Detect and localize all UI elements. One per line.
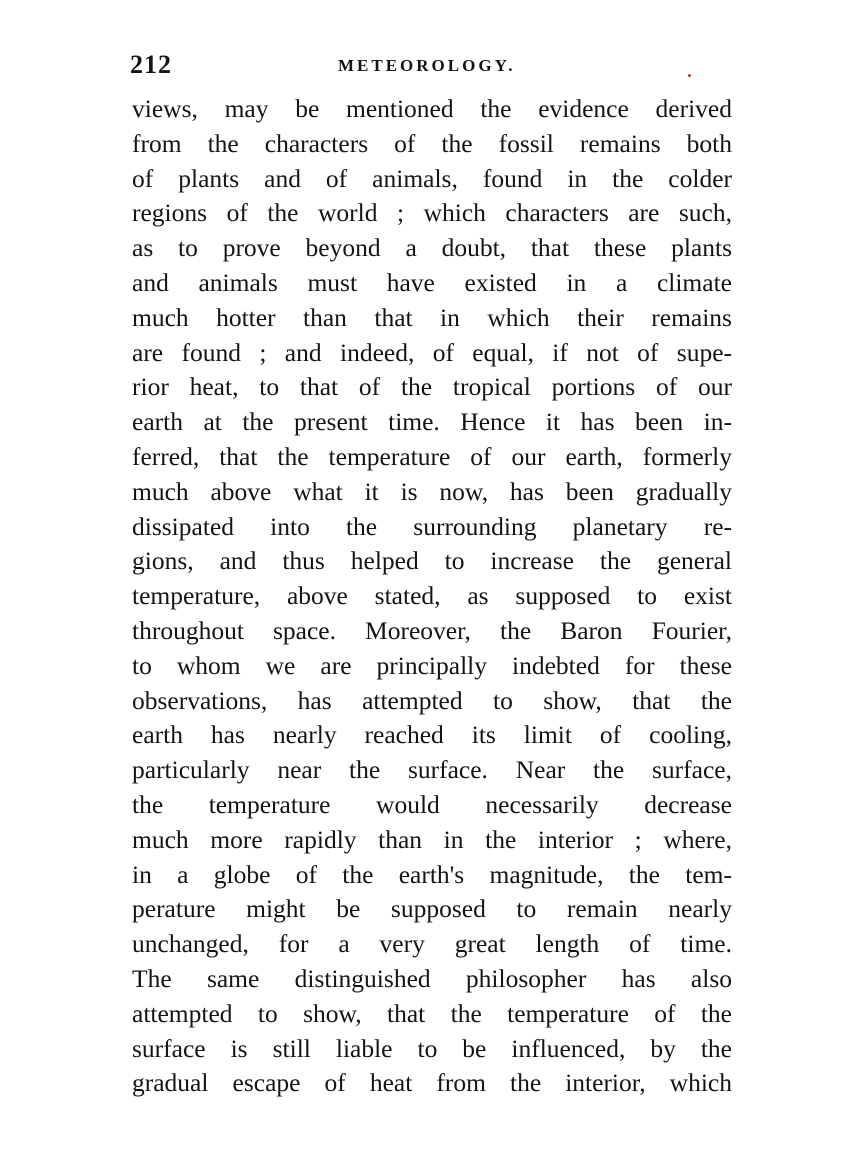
text-line: gions, and thus helped to increase the general [132,546,732,576]
text-line: dissipated into the surrounding planetary re- [132,511,732,541]
body-text [132,92,732,1101]
text-line: perature might be supposed to remain nearly [132,894,732,924]
text-line: surface is still liable to be influenced, by the [132,1033,732,1063]
text-line: attempted to show, that the temperature of the [132,998,732,1028]
page-header [130,50,730,82]
text-line: particularly near the surface. Near the surface, [132,755,732,785]
text-line: the temperature would necessarily decrease [132,789,732,819]
text-line: unchanged, for a very great length of time. [132,929,732,959]
text-line: observations, has attempted to show, that the [132,685,732,715]
text-line: of plants and of animals, found in the colder [132,163,732,193]
text-line: are found ; and indeed, of equal, if not of supe- [132,337,732,367]
text-line: gradual escape of heat from the interior, which [132,1068,732,1098]
text-line: temperature, above stated, as supposed to exist [132,581,732,611]
text-line: rior heat, to that of the tropical portions of our [132,372,732,402]
text-line: throughout space. Moreover, the Baron Fourier, [132,615,732,645]
ink-speck [688,74,691,77]
text-line: much hotter than that in which their remains [132,302,732,332]
text-line: ferred, that the temperature of our earth, formerly [132,441,732,471]
text-line: earth at the present time. Hence it has been in- [132,407,732,437]
text-line: The same distinguished philosopher has also [132,963,732,993]
text-line: regions of the world ; which characters are such, [132,198,732,228]
page-number: 212 [130,50,172,79]
text-line: in a globe of the earth's magnitude, the tem- [132,859,732,889]
running-title: METEOROLOGY. [338,56,516,75]
text-line: much above what it is now, has been gradually [132,476,732,506]
text-line: views, may be mentioned the evidence derived [132,94,732,123]
text-line: and animals must have existed in a climate [132,267,732,297]
text-line: earth has nearly reached its limit of cooling, [132,720,732,750]
text-line: from the characters of the fossil remains both [132,128,732,158]
text-line: as to prove beyond a doubt, that these plants [132,233,732,263]
text-line: much more rapidly than in the interior ; where, [132,824,732,854]
text-line: to whom we are principally indebted for these [132,650,732,680]
